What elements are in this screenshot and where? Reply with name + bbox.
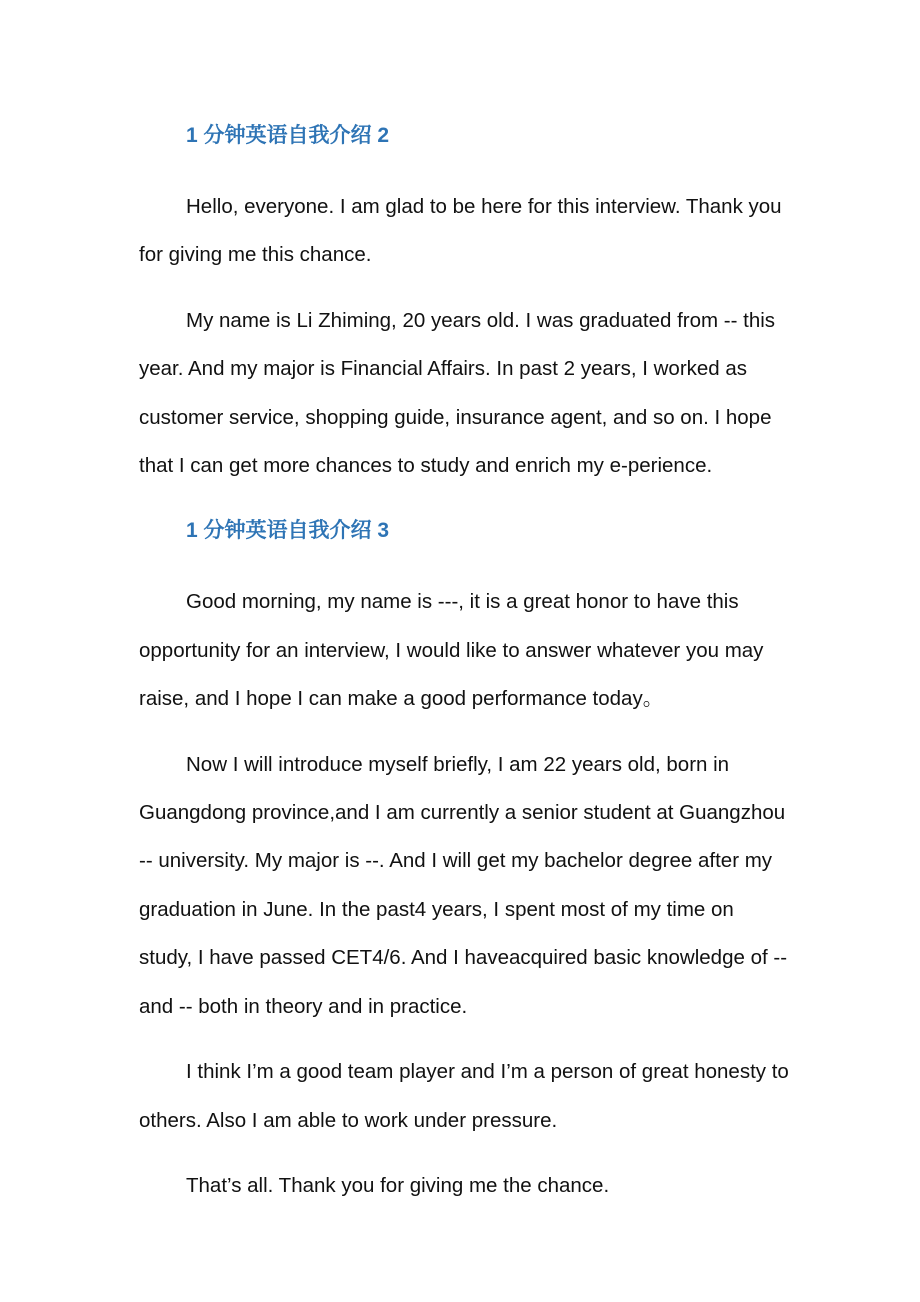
paragraph: That’s all. Thank you for giving me the chance.: [186, 1173, 610, 1197]
document-content: [139, 112, 789, 1227]
paragraph: My name is Li Zhiming, 20 years old. I was graduated from -- this year. And my major is Financial Affairs. In past 2 years, I worked as customer service, shopping guide, insurance agent, and so on. I hope that I can get more chances to study and enrich my e-perience.: [139, 308, 776, 478]
paragraph: Now I will introduce myself briefly, I am 22 years old, born in Guangdong province,and I am currently a senior student at Guangzhou -- university. My major is --. And I will get my bachelor degree after my graduation in June. In the past4 years, I spent most of my time on study, I have passed CET4/6. And I haveacquired basic knowledge of -- and -- both in theory and in practice.: [139, 752, 788, 1018]
section-heading: 1 分钟英语自我介绍 2: [186, 124, 390, 147]
paragraph: Good morning, my name is ---, it is a great honor to have this opportunity for an interview, I would like to answer whatever you may raise, and I hope I can make a good performance today。: [139, 590, 764, 711]
paragraph: I think I’m a good team player and I’m a person of great honesty to others. Also I am able to work under pressure.: [139, 1060, 789, 1132]
section-heading: 1 分钟英语自我介绍 3: [186, 519, 390, 543]
paragraph: Hello, everyone. I am glad to be here for this interview. Thank you for giving me this chance.: [139, 195, 782, 267]
